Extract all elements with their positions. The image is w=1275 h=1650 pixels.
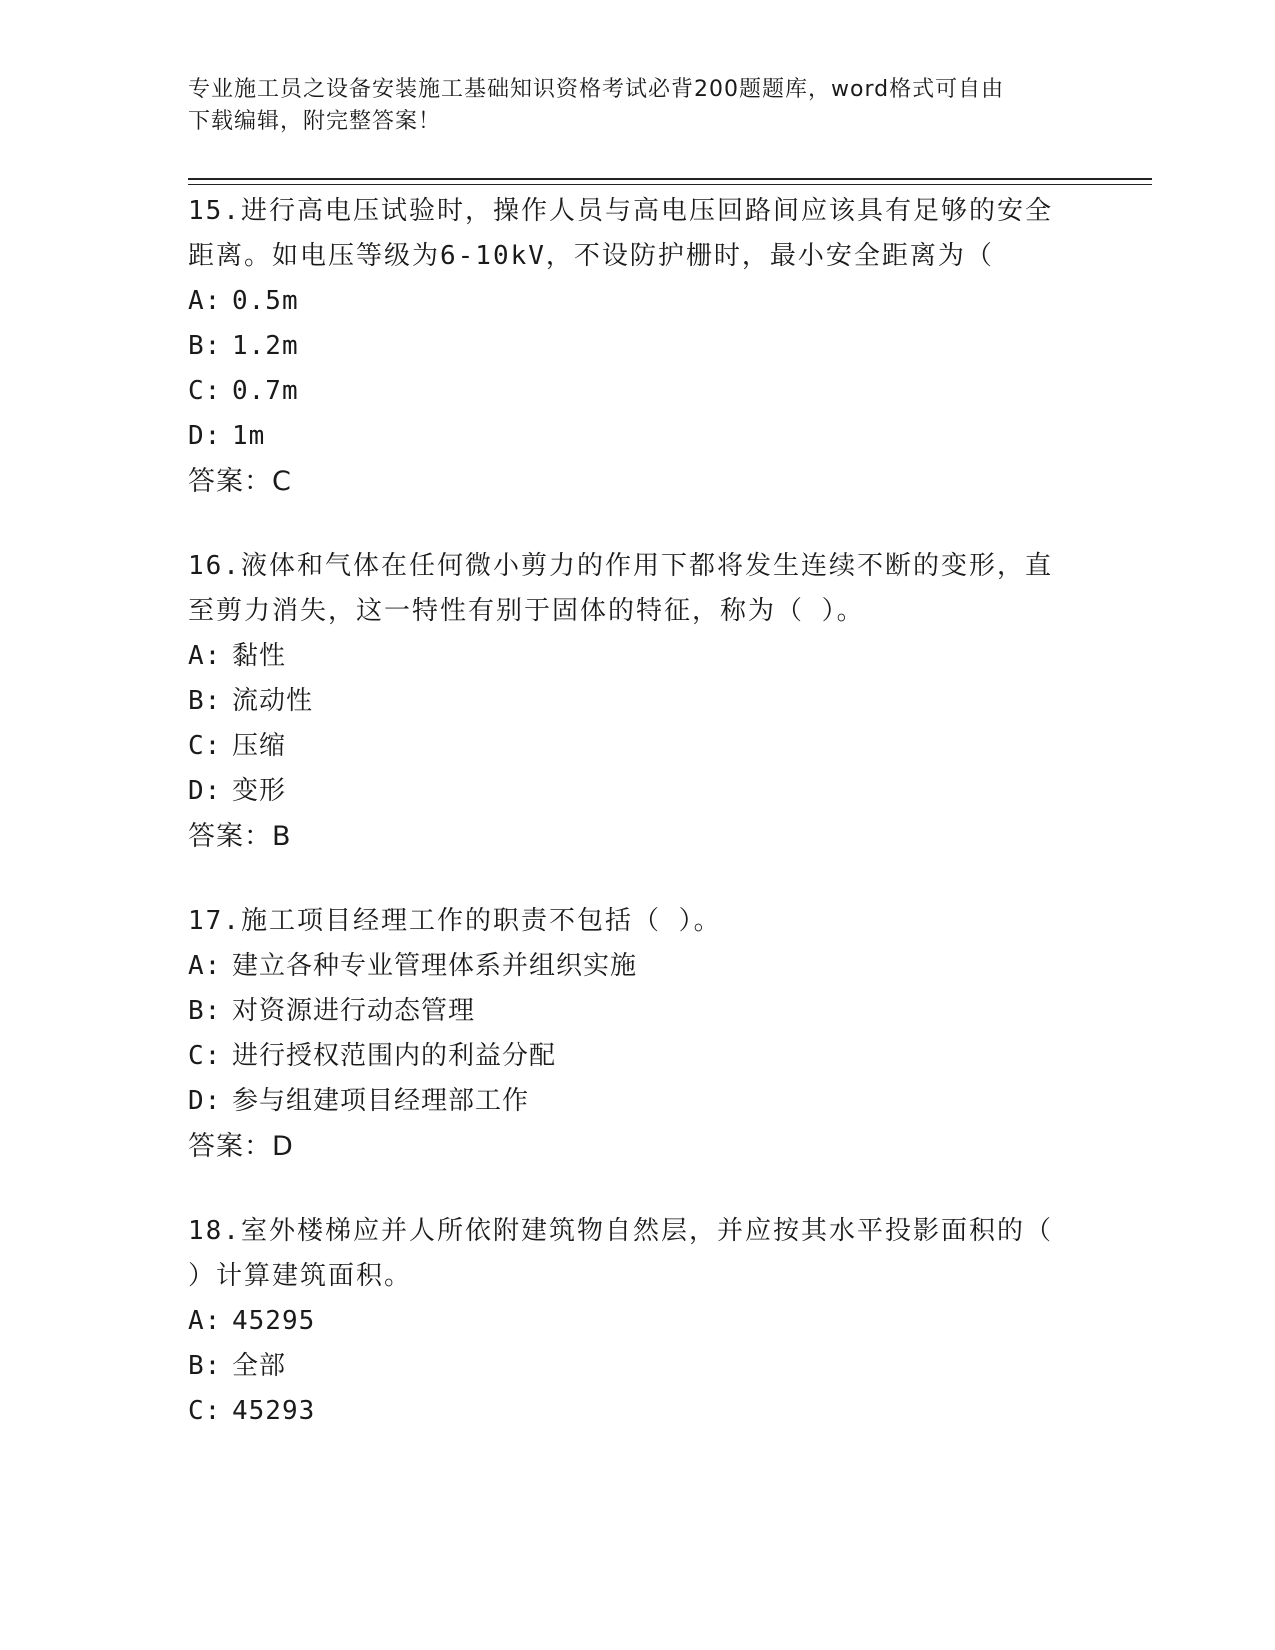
answer-line: 答案：C <box>188 466 292 497</box>
option-text: 全部 <box>232 1351 287 1381</box>
option-letter: A: <box>188 641 222 671</box>
option-text: 黏性 <box>232 641 287 671</box>
option-c <box>188 1389 1088 1434</box>
option-letter: B: <box>188 996 222 1026</box>
option-c <box>188 724 1088 769</box>
option-text: 0.5m <box>232 286 299 316</box>
answer-line: 答案：D <box>188 1131 294 1162</box>
option-letter: C: <box>188 1396 222 1426</box>
option-b <box>188 1344 1088 1389</box>
option-text: 1m <box>232 421 266 451</box>
header-title-line-2: 下载编辑，附完整答案！ <box>188 109 442 134</box>
option-letter: B: <box>188 331 222 361</box>
option-text: 流动性 <box>232 686 314 716</box>
answer-line: 答案：B <box>188 821 292 852</box>
question-15 <box>188 189 1088 504</box>
question-18 <box>188 1209 1088 1434</box>
option-b <box>188 679 1088 724</box>
option-letter: B: <box>188 686 222 716</box>
header-divider-thick <box>188 178 1152 180</box>
option-c <box>188 1034 1088 1079</box>
option-letter: B: <box>188 1351 222 1381</box>
option-a <box>188 1299 1088 1344</box>
option-text: 变形 <box>232 776 287 806</box>
option-text: 0.7m <box>232 376 299 406</box>
option-text: 参与组建项目经理部工作 <box>232 1086 530 1116</box>
option-d <box>188 769 1088 814</box>
option-letter: C: <box>188 376 222 406</box>
question-stem: 15.进行高电压试验时，操作人员与高电压回路间应该具有足够的安全距离。如电压等级为6-10kV，不设防护栅时，最小安全距离为（ <box>188 196 1053 271</box>
option-letter: C: <box>188 1041 222 1071</box>
document-header <box>188 74 1068 138</box>
option-letter: C: <box>188 731 222 761</box>
option-letter: A: <box>188 286 222 316</box>
option-text: 45293 <box>232 1396 316 1426</box>
option-b <box>188 324 1088 369</box>
question-list <box>188 189 1088 1474</box>
header-title-line-1: 专业施工员之设备安装施工基础知识资格考试必背200题题库，word格式可自由 <box>188 77 1005 102</box>
option-a <box>188 944 1088 989</box>
option-letter: A: <box>188 1306 222 1336</box>
option-letter: A: <box>188 951 222 981</box>
question-stem: 18.室外楼梯应并人所依附建筑物自然层，并应按其水平投影面积的（ ）计算建筑面积。 <box>188 1216 1053 1291</box>
question-stem: 17.施工项目经理工作的职责不包括（ ）。 <box>188 906 722 936</box>
option-text: 45295 <box>232 1306 316 1336</box>
option-a <box>188 279 1088 324</box>
option-letter: D: <box>188 776 222 806</box>
option-text: 1.2m <box>232 331 299 361</box>
option-letter: D: <box>188 421 222 451</box>
question-16 <box>188 544 1088 859</box>
option-text: 建立各种专业管理体系并组织实施 <box>232 951 638 981</box>
option-c <box>188 369 1088 414</box>
question-stem: 16.液体和气体在任何微小剪力的作用下都将发生连续不断的变形，直至剪力消失，这一特性有别于固体的特征，称为（ ）。 <box>188 551 1053 626</box>
header-divider-thin <box>188 184 1152 185</box>
option-text: 压缩 <box>232 731 287 761</box>
option-text: 进行授权范围内的利益分配 <box>232 1041 557 1071</box>
question-17 <box>188 899 1088 1169</box>
option-b <box>188 989 1088 1034</box>
option-letter: D: <box>188 1086 222 1116</box>
option-a <box>188 634 1088 679</box>
option-text: 对资源进行动态管理 <box>232 996 476 1026</box>
option-d <box>188 414 1088 459</box>
option-d <box>188 1079 1088 1124</box>
